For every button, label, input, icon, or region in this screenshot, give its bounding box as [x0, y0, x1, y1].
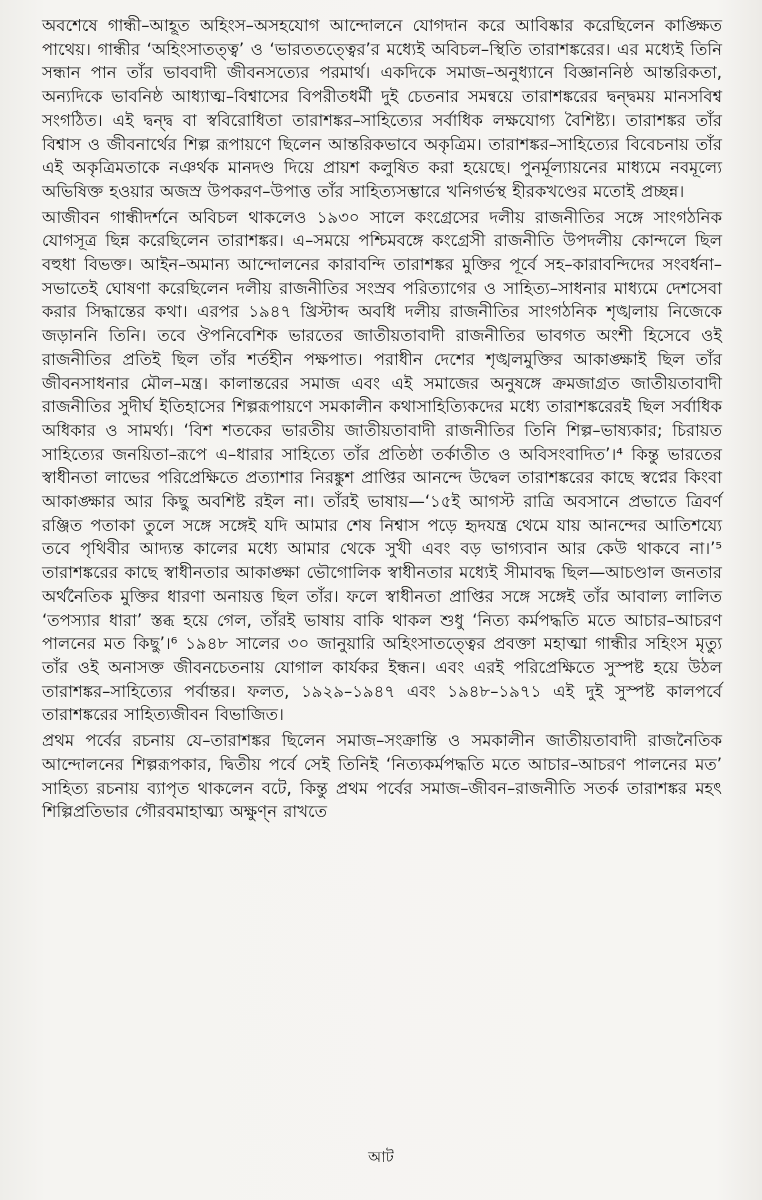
paragraph-3: প্রথম পর্বের রচনায় যে–তারাশঙ্কর ছিলেন সমাজ–সংক্রান্তি ও সমকালীন জাতীয়তাবাদী রাজনৈতিক আন্দোলনের শিল্পরূপকার, দ্বিতীয় পর্বে সেই তিনিই ‘নিত্যকর্মপদ্ধতি মতে আচার–আচরণ পালনের মত’ সাহিত্য রচনায় ব্যাপৃত থাকলেন বটে, কিন্তু প্রথম পর্বের সমাজ–জীবন–রাজনীতি সতর্ক তারাশঙ্কর মহৎ শিল্পিপ্রতিভার গৌরবমাহাত্ম্য অক্ষুণ্ন রাখতে — [42, 731, 722, 822]
paragraph-1: অবশেষে গান্ধী–আহূত অহিংস–অসহযোগ আন্দোলনে যোগদান করে আবিষ্কার করেছিলেন কাঙ্ক্ষিত পাথেয়। গান্ধীর ‘অহিংসাতত্ত্ব’ ও ‘ভারততত্ত্বের’র মধ্যেই অবিচল–স্থিতি তারাশঙ্করের। এর মধ্যেই তিনি সন্ধান পান তাঁর ভাববাদী জীবনসত্যের পরমার্থ। একদিকে সমাজ–অনুধ্যানে বিজ্ঞাননিষ্ঠ আন্তরিকতা, অন্যদিকে ভাবনিষ্ঠ আধ্যাত্ম–বিশ্বাসের বিপরীতধর্মী দুই চেতনার সমন্বয়ে তারাশঙ্করের দ্বন্দ্বময় মানসবিশ্ব সংগঠিত। এই দ্বন্দ্ব বা স্ববিরোধিতা তারাশঙ্কর–সাহিত্যের সর্বাধিক লক্ষযোগ্য বৈশিষ্ট্য। তারাশঙ্কর তাঁর বিশ্বাস ও জীবনার্থের শিল্প রূপায়ণে ছিলেন আন্তরিকভাবে অকৃত্রিম। তারাশঙ্কর–সাহিত্যের বিবেচনায় তাঁর এই অকৃত্রিমতাকে নঞর্থক মানদণ্ড দিয়ে প্রায়শ কলুষিত করা হয়েছে। পুনর্মূল্যায়নের মাধ্যমে নবমূল্যে অভিষিক্ত হওয়ার অজস্র উপকরণ–উপাত্ত তাঁর সাহিত্যসম্ভারে খনিগর্ভস্থ হীরকখণ্ডের মতোই প্রচ্ছন্ন। — [42, 16, 722, 201]
page-number: আট — [368, 1148, 394, 1166]
paragraph-2: আজীবন গান্ধীদর্শনে অবিচল থাকলেও ১৯৩০ সালে কংগ্রেসের দলীয় রাজনীতির সঙ্গে সাংগঠনিক যোগসূত্র ছিন্ন করেছিলেন তারাশঙ্কর। এ–সময়ে পশ্চিমবঙ্গে কংগ্রেসী রাজনীতি উপদলীয় কোন্দলে ছিল বহুধা বিভক্ত। আইন–অমান্য আন্দোলনের কারাবন্দি তারাশঙ্কর মুক্তির পূর্বে সহ–কারাবন্দিদের সংবর্ধনা–সভাতেই ঘোষণা করেছিলেন দলীয় রাজনীতির সংস্রব পরিত্যাগের ও সাহিত্য–সাধনার মাধ্যমে দেশসেবা করার সিদ্ধান্তের কথা। এরপর ১৯৪৭ খ্রিস্টাব্দ অবধি দলীয় রাজনীতির সাংগঠনিক শৃঙ্খলায় নিজেকে জড়াননি তিনি। তবে ঔপনিবেশিক ভারতের জাতীয়তাবাদী রাজনীতির ভাবগত অংশী হিসেবে ওই রাজনীতির প্রতিই ছিল তাঁর শর্তহীন পক্ষপাত। পরাধীন দেশের শৃঙ্খলমুক্তির আকাঙ্ক্ষাই ছিল তাঁর জীবনসাধনার মৌল–মন্ত্র। কালান্তরের সমাজ এবং এই সমাজের অনুষঙ্গে ক্রমজাগ্রত জাতীয়তাবাদী রাজনীতির সুদীর্ঘ ইতিহাসের শিল্পরূপায়ণে সমকালীন কথাসাহিত্যিকদের মধ্যে তারাশঙ্করেরই ছিল সর্বাধিক অধিকার ও সামর্থ্য। ‘বিশ শতকের ভারতীয় জাতীয়তাবাদী রাজনীতির তিনি শিল্প–ভাষ্যকার; চিরায়ত সাহিত্যের জনয়িতা–রূপে এ–ধারার সাহিত্যে তাঁর প্রতিষ্ঠা তর্কাতীত ও অবিসংবাদিত’।⁴ কিন্তু ভারতের স্বাধীনতা লাভের পরিপ্রেক্ষিতে প্রত্যাশার নিরঙ্কুশ প্রাপ্তির আনন্দে উদ্বেল তারাশঙ্করের কাছে স্বপ্নের কিংবা আকাঙ্ক্ষার আর কিছু অবশিষ্ট রইল না। তাঁরই ভাষায়—‘১৫ই আগস্ট রাত্রি অবসানে প্রভাতে ত্রিবর্ণ রঞ্জিত পতাকা তুলে সঙ্গে সঙ্গেই যদি আমার শেষ নিশ্বাস পড়ে হৃদযন্ত্র থেমে যায় আনন্দের আতিশয্যে তবে পৃথিবীর আদ্যন্ত কালের মধ্যে আমার থেকে সুখী এবং বড় ভাগ্যবান আর কেউ থাকবে না।’⁵ তারাশঙ্করের কাছে স্বাধীনতার আকাঙ্ক্ষা ভৌগোলিক স্বাধীনতার মধ্যেই সীমাবদ্ধ ছিল—আচণ্ডাল জনতার অর্থনৈতিক মুক্তির ধারণা অনায়ত্ত ছিল তাঁর। ফলে স্বাধীনতা প্রাপ্তির সঙ্গে সঙ্গেই তাঁর আবাল্য লালিত ‘তপস্যার ধারা’ স্তব্ধ হয়ে গেল, তাঁরই ভাষায় বাকি থাকল শুধু ‘নিত্য কর্মপদ্ধতি মতে আচার–আচরণ পালনের মত কিছু’।⁶ ১৯৪৮ সালের ৩০ জানুয়ারি অহিংসাতত্ত্বের প্রবক্তা মহাত্মা গান্ধীর সহিংস মৃত্যু তাঁর ওই অনাসক্ত জীবনচেতনায় যোগাল কার্যকর ইন্ধন। এবং এরই পরিপ্রেক্ষিতে সুস্পষ্ট হয়ে উঠল তারাশঙ্কর–সাহিত্যের পর্বান্তর। ফলত, ১৯২৯–১৯৪৭ এবং ১৯৪৮–১৯৭১ এই দুই সুস্পষ্ট কালপর্বে তারাশঙ্করের সাহিত্যজীবন বিভাজিত। — [42, 207, 722, 725]
body-text — [42, 14, 722, 824]
